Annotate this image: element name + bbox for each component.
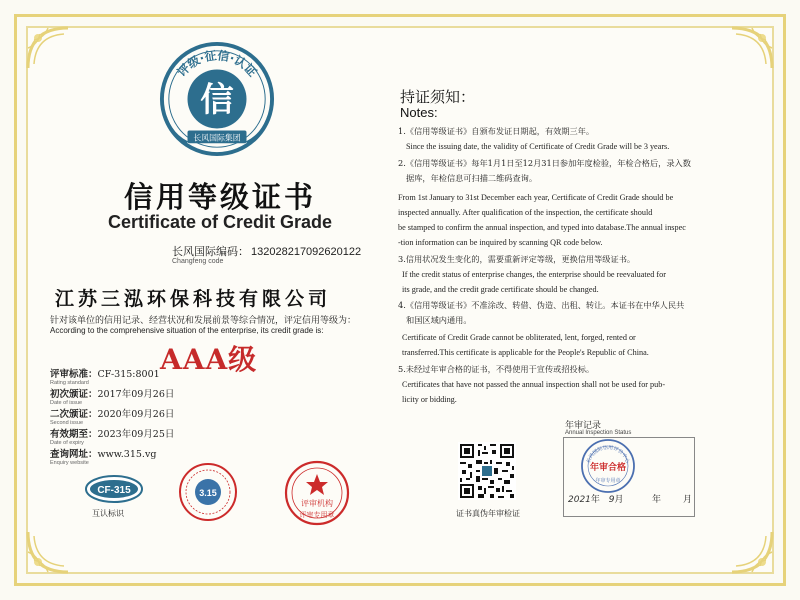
note-line: inspected annually. After qualification of the inspection, the certificate should xyxy=(398,208,653,217)
field-value: www.315.vg xyxy=(97,449,157,460)
corner-ornament-icon xyxy=(24,24,72,72)
certificate-title: 信用等级证书 xyxy=(123,180,316,214)
note-line: its grade, and the credit grade certificate should be changed. xyxy=(402,285,599,294)
field-second-issue xyxy=(50,406,174,426)
note-item-3 xyxy=(398,252,758,297)
corner-ornament-icon xyxy=(728,528,776,576)
field-label: 查询网址： xyxy=(50,449,98,460)
inspection-blank-date xyxy=(652,492,692,505)
note-item-4 xyxy=(398,298,758,360)
field-label: 评审标准： xyxy=(50,369,98,380)
cf-badge-caption: 互认标识 xyxy=(92,509,124,518)
field-value: CF-315:8001 xyxy=(97,369,160,380)
changfeng-code xyxy=(172,243,361,259)
seal3-bottom-text: 评审专用章 xyxy=(299,511,335,519)
seal3-center-text: 评审机构 xyxy=(301,499,333,508)
note-line: Certificate of Credit Grade cannot be obliterated, lent, forged, rented or xyxy=(402,333,636,342)
field-date-of-issue xyxy=(50,386,174,406)
field-label-en: Second issue xyxy=(50,420,84,426)
field-label: 二次颁证： xyxy=(50,409,98,420)
code-value: 132028217092620122 xyxy=(251,246,362,258)
logo-arc-text: 评级·征信·认证 xyxy=(174,48,260,80)
note-line: -tion information can be inquired by scanning QR code below. xyxy=(398,238,603,247)
note-item-5 xyxy=(398,362,758,407)
inspection-year: 2021 xyxy=(568,495,591,505)
qr-caption: 证书真伪年审检证 xyxy=(456,509,520,518)
note-line: transferred.This certificate is applicable for the People's Republic of China. xyxy=(402,348,649,357)
field-label: 初次颁证： xyxy=(50,389,98,400)
note-line: 5.未经过年审合格的证书，不得使用于宣传或招投标。 xyxy=(398,364,595,374)
inspection-title-en: Annual Inspection Status xyxy=(565,430,632,436)
field-value: 2023年09月25日 xyxy=(97,429,175,440)
inspection-title: 年审记录 xyxy=(565,421,602,431)
certificate-title-en: Certificate of Credit Grade xyxy=(107,212,333,232)
stamp-center-text: 年审合格 xyxy=(589,463,627,473)
field-date-of-expiry xyxy=(50,426,174,446)
qr-code-icon[interactable] xyxy=(458,442,516,500)
field-enquiry-website xyxy=(50,446,156,466)
year-suffix: 年 xyxy=(652,495,662,505)
note-line: licity or bidding. xyxy=(402,395,457,404)
note-line: 1.《信用等级证书》自颁布发证日期起，有效期三年。 xyxy=(398,126,595,136)
note-line: 4.《信用等级证书》不准涂改、转借、伪造、出租、转让。本证书在中华人民共 xyxy=(398,300,685,310)
note-item-1 xyxy=(398,124,758,154)
corner-ornament-icon xyxy=(728,24,776,72)
cf-315-badge-icon xyxy=(84,474,144,504)
note-line: Since the issuing date, the validity of Certificate of Credit Grade will be 3 years. xyxy=(406,142,670,151)
credit-grade: AAA级 xyxy=(160,343,258,376)
field-label-en: Rating standard xyxy=(50,380,89,386)
month-suffix: 月 xyxy=(614,495,624,505)
inspection-date-handwritten xyxy=(568,492,624,505)
association-seal-icon xyxy=(178,462,238,522)
year-suffix: 年 xyxy=(590,495,600,505)
notes-heading-cn: 持证须知： xyxy=(400,88,476,106)
logo-bottom-text: 长风国际集团 xyxy=(193,133,241,143)
credit-rating-logo-icon xyxy=(158,40,276,158)
note-line: 3.信用状况发生变化的，需要重新评定等级，更换信用等级证书。 xyxy=(398,254,636,264)
cf-badge-text: CF-315 xyxy=(97,485,131,496)
company-name: 江苏三泓环保科技有限公司 xyxy=(55,288,332,310)
note-line: 据库，年检信息可扫描二维码查询。 xyxy=(406,173,538,183)
note-line: Certificates that have not passed the annual inspection shall not be used for pub- xyxy=(402,380,666,389)
corner-ornament-icon xyxy=(24,528,72,576)
code-label-en: Changfeng code xyxy=(172,258,224,265)
field-label-en: Date of expiry xyxy=(50,440,84,446)
stamp-bottom-text: 年审专用章 xyxy=(595,478,621,484)
annual-inspection-stamp-icon xyxy=(580,438,636,494)
note-line: be stamped to confirm the annual inspection, and typed into database.The annual inspec xyxy=(398,223,686,232)
logo-center-char: 信 xyxy=(200,79,234,119)
field-label: 有效期至： xyxy=(50,429,98,440)
intro-text-cn: 针对该单位的信用记录、经营状况和发展前景等综合情况，评定信用等级为： xyxy=(50,316,357,326)
field-value: 2020年09月26日 xyxy=(97,409,175,420)
review-seal-icon xyxy=(284,460,350,526)
note-item-2 xyxy=(398,156,758,250)
notes-heading-en: Notes: xyxy=(400,105,438,120)
field-value: 2017年09月26日 xyxy=(97,389,175,400)
field-label-en: Date of issue xyxy=(50,400,83,406)
note-line: If the credit status of enterprise changes, the enterprise should be reevaluated for xyxy=(402,270,666,279)
month-suffix: 月 xyxy=(683,495,693,505)
field-rating-standard xyxy=(50,366,160,386)
stamp-ring-text: 长风国际信用评价中心 xyxy=(585,444,631,465)
note-line: 和国区域内通用。 xyxy=(406,315,472,325)
inspection-month: 9 xyxy=(608,495,615,505)
intro-text-en: According to the comprehensive situation of the enterprise, its credit grade is: xyxy=(50,326,324,335)
note-line: 2.《信用等级证书》每年1月1日至12月31日参加年度检验，年检合格后，录入数 xyxy=(398,158,691,168)
seal2-center-text: 3.15 xyxy=(199,488,217,498)
note-line: From 1st January to 31st December each year, Certificate of Credit Grade should be xyxy=(398,193,674,202)
code-label: 长风国际编码： xyxy=(172,245,249,258)
field-label-en: Enquiry website xyxy=(50,460,89,466)
